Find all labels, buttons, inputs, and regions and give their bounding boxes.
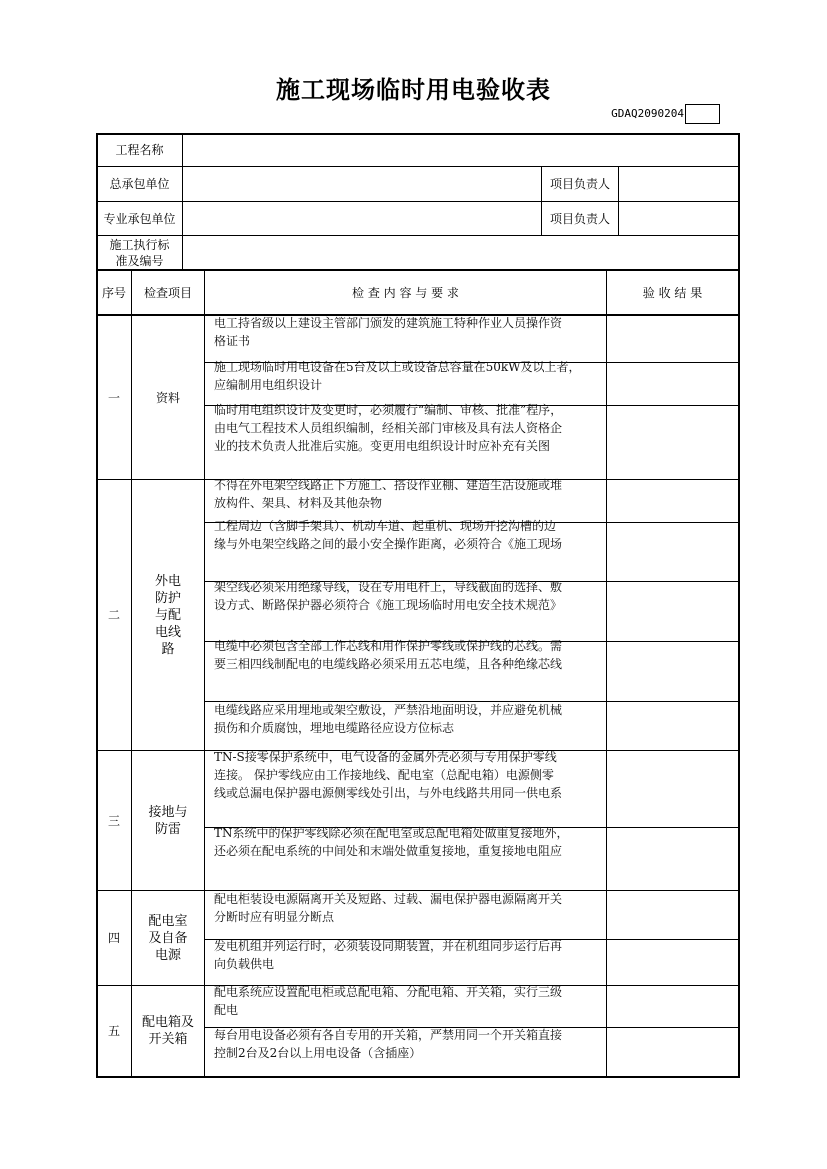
item-text: 不得在外电架空线路正下方施工、搭设作业棚、建造生活设施或堆 bbox=[214, 478, 563, 492]
item-text: 架空线必须采用绝缘导线，设在专用电杆上，导线截面的选择、敷 bbox=[214, 580, 563, 594]
check-item bbox=[205, 983, 605, 1027]
item-text: 电工持省级以上建设主管部门颁发的建筑施工特种作业人员操作资 bbox=[214, 316, 563, 330]
section-5-name-line: 开关箱 bbox=[148, 1032, 188, 1047]
check-item bbox=[205, 578, 605, 641]
result-cell[interactable] bbox=[607, 523, 738, 581]
specialty-contractor-value[interactable] bbox=[183, 202, 541, 235]
check-item bbox=[205, 748, 605, 827]
section-2-name-line: 路 bbox=[161, 641, 175, 657]
result-cell[interactable] bbox=[607, 828, 738, 890]
form-code-suffix-box[interactable] bbox=[685, 104, 720, 124]
item-text: 由电气工程技术人员组织编制，经相关部门审核及具有法人资格企 bbox=[214, 421, 563, 435]
item-text: 向负载供电 bbox=[214, 957, 275, 971]
item-text: 配电 bbox=[214, 1003, 239, 1017]
item-text: 格证书 bbox=[214, 334, 251, 348]
item-text: 要三相四线制配电的电缆线路必须采用五芯电缆，且各种绝缘芯线 bbox=[214, 657, 563, 671]
result-cell[interactable] bbox=[607, 642, 738, 701]
item-text: 配电系统应设置配电柜或总配电箱、分配电箱、开关箱，实行三级 bbox=[214, 985, 563, 999]
specialty-contractor-label: 专业承包单位 bbox=[103, 211, 176, 226]
result-cell[interactable] bbox=[607, 751, 738, 827]
item-text: 分断时应有明显分断点 bbox=[214, 910, 335, 924]
general-contractor-value[interactable] bbox=[183, 167, 541, 201]
section-2-name-line: 与配 bbox=[154, 607, 181, 623]
section-3-no: 三 bbox=[107, 813, 120, 828]
section-1-no: 一 bbox=[107, 390, 120, 405]
item-text: 损伤和介质腐蚀，埋地电缆路径应设方位标志 bbox=[214, 721, 455, 735]
specialty-manager-value[interactable] bbox=[619, 202, 738, 235]
standard-value[interactable] bbox=[183, 236, 738, 270]
item-text: 每台用电设备必须有各自专用的开关箱，严禁用同一个开关箱直接 bbox=[214, 1028, 563, 1042]
item-text: TN系统中的保护零线除必须在配电室或总配电箱处做重复接地外， bbox=[214, 826, 569, 840]
item-text: 放构件、架具、材料及其他杂物 bbox=[214, 496, 383, 510]
check-item bbox=[205, 701, 605, 750]
col-header-result: 验 收 结 果 bbox=[642, 285, 703, 300]
result-cell[interactable] bbox=[607, 702, 738, 750]
item-text: 业的技术负责人批准后实施。变更用电组织设计时应补充有关图 bbox=[214, 439, 551, 453]
result-cell[interactable] bbox=[607, 363, 738, 405]
check-item bbox=[205, 890, 605, 939]
specialty-manager-label: 项目负责人 bbox=[549, 211, 610, 226]
project-manager-label: 项目负责人 bbox=[549, 177, 610, 191]
project-name-label: 工程名称 bbox=[115, 143, 164, 157]
item-text: 施工现场临时用电设备在5台及以上或设备总容量在50kW及以上者， bbox=[214, 360, 581, 374]
result-cell[interactable] bbox=[607, 940, 738, 985]
item-text: 工程周边（含脚手架具）、机动车道、起重机、现场开挖沟槽的边 bbox=[214, 519, 557, 533]
standard-label bbox=[97, 236, 182, 270]
standard-label-line1: 施工执行标 bbox=[109, 238, 170, 252]
item-text: 还必须在配电系统的中间处和末端处做重复接地，重复接地电阻应 bbox=[214, 844, 563, 858]
section-1-name: 资料 bbox=[155, 390, 180, 405]
item-text: 连接。 保护零线应由工作接地线、配电室（总配电箱）电源侧零 bbox=[214, 768, 554, 782]
item-text: 临时用电组织设计及变更时，必须履行“编制、审核、批准”程序， bbox=[214, 403, 563, 417]
item-text: 应编制用电组织设计 bbox=[214, 378, 323, 392]
section-3-name-line: 接地与 bbox=[148, 804, 188, 820]
result-cell[interactable] bbox=[607, 891, 738, 939]
section-4-name-line: 及自备 bbox=[148, 930, 188, 946]
item-text: 配电柜装设电源隔离开关及短路、过载、漏电保护器电源隔离开关 bbox=[214, 892, 563, 906]
section-2-no: 二 bbox=[107, 608, 120, 622]
result-cell[interactable] bbox=[607, 986, 738, 1027]
col-header-content: 检 查 内 容 与 要 求 bbox=[352, 285, 459, 300]
check-item bbox=[205, 637, 605, 701]
result-cell[interactable] bbox=[607, 480, 738, 522]
section-2-name-line: 外电 bbox=[154, 573, 181, 589]
project-name-value[interactable] bbox=[183, 134, 738, 166]
section-2-name-line: 防护 bbox=[154, 590, 181, 606]
check-item bbox=[205, 824, 605, 890]
item-text: TN-S接零保护系统中，电气设备的金属外壳必须与专用保护零线 bbox=[214, 750, 557, 764]
general-contractor-label: 总承包单位 bbox=[109, 177, 170, 191]
section-4-name-line: 配电室 bbox=[148, 913, 188, 929]
item-text: 发电机组并列运行时，必须装设同期装置，并在机组同步运行后再 bbox=[214, 939, 563, 953]
result-cell[interactable] bbox=[607, 582, 738, 641]
check-item bbox=[205, 937, 605, 985]
item-text: 电缆中必须包含全部工作芯线和用作保护零线或保护线的芯线。需 bbox=[214, 639, 563, 653]
section-5-no: 五 bbox=[107, 1024, 120, 1038]
check-item bbox=[205, 476, 605, 522]
standard-label-line2: 准及编号 bbox=[115, 254, 164, 268]
item-text: 缘与外电架空线路之间的最小安全操作距离，必须符合《施工现场 bbox=[214, 537, 563, 551]
section-2-name bbox=[132, 480, 204, 750]
section-5-name-line: 配电箱及 bbox=[141, 1015, 194, 1030]
section-4-name-line: 电源 bbox=[154, 947, 181, 963]
check-item bbox=[205, 517, 605, 581]
section-5-name bbox=[132, 986, 204, 1076]
col-header-item: 检查项目 bbox=[143, 285, 192, 300]
check-item bbox=[205, 358, 605, 405]
result-cell[interactable] bbox=[607, 1028, 738, 1076]
section-3-name bbox=[132, 751, 204, 890]
section-4-no: 四 bbox=[107, 931, 120, 945]
check-item bbox=[205, 401, 605, 479]
section-4-name bbox=[132, 891, 204, 985]
result-cell[interactable] bbox=[607, 316, 738, 362]
check-item bbox=[205, 314, 605, 362]
section-2-name-line: 电线 bbox=[154, 624, 181, 640]
item-text: 线或总漏电保护器电源侧零线处引出，与外电线路共用同一供电系 bbox=[214, 786, 563, 800]
result-cell[interactable] bbox=[607, 406, 738, 479]
item-text: 控制2台及2台以上用电设备（含插座） bbox=[214, 1046, 422, 1060]
check-item bbox=[205, 1026, 605, 1076]
page-title: 施工现场临时用电验收表 bbox=[276, 76, 551, 104]
col-header-no: 序号 bbox=[101, 285, 126, 300]
form-code: GDAQ2090204 bbox=[611, 107, 684, 120]
section-3-name-line: 防雷 bbox=[154, 821, 181, 837]
project-manager-value[interactable] bbox=[619, 167, 738, 201]
item-text: 设方式、断路保护器必须符合《施工现场临时用电安全技术规范》 bbox=[214, 598, 563, 612]
item-text: 电缆线路应采用埋地或架空敷设，严禁沿地面明设，并应避免机械 bbox=[214, 703, 563, 717]
